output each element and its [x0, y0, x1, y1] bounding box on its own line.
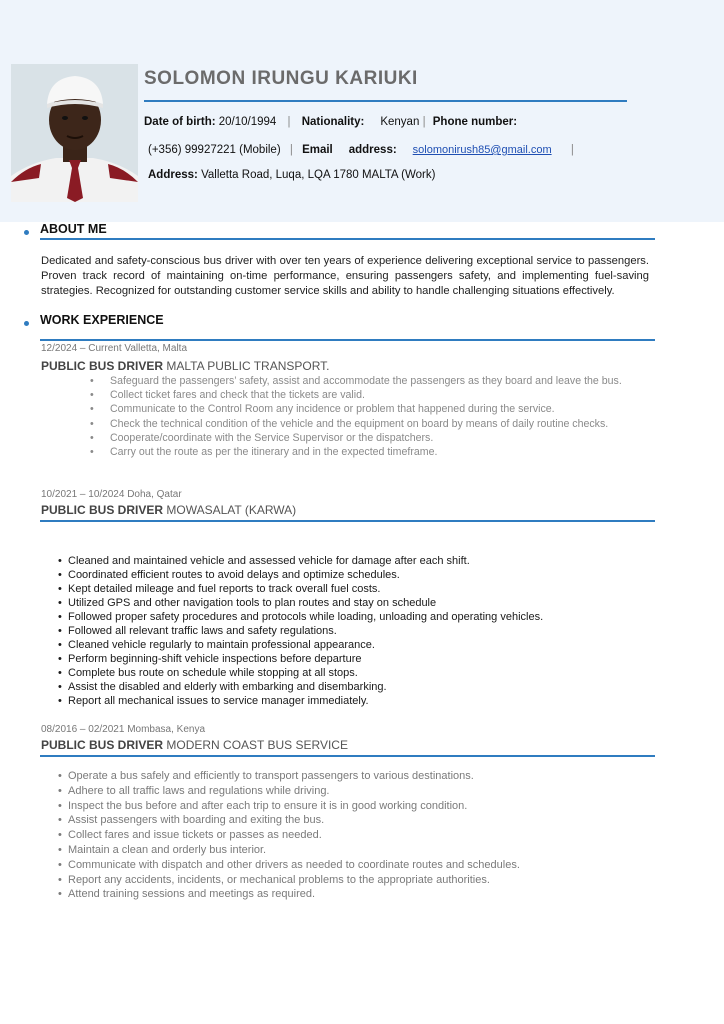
- nationality-label: Nationality:: [301, 116, 365, 128]
- job-title: [41, 359, 330, 373]
- job-duties-list: [58, 769, 520, 902]
- nationality-value: Kenyan: [380, 116, 420, 128]
- duty-item: • Collect ticket fares and check that the tickets are valid.: [90, 388, 622, 402]
- separator: |: [289, 144, 293, 156]
- job-date: 08/2016 – 02/2021 Mombasa, Kenya: [41, 724, 206, 735]
- separator: |: [287, 116, 291, 128]
- duty-item: • Communicate to the Control Room any incidence or problem that happened during the service.: [90, 402, 622, 416]
- about-title: ABOUT ME: [40, 222, 107, 236]
- job-role: PUBLIC BUS DRIVER: [41, 359, 164, 373]
- duty-item: • Coordinated efficient routes to avoid delays and optimize schedules.: [58, 568, 543, 582]
- duty-item: • Operate a bus safely and efficiently to transport passengers to various destinations.: [58, 769, 520, 784]
- work-divider: [40, 339, 655, 341]
- job-company: MOWASALAT (KARWA): [166, 503, 297, 517]
- job-duties-list: [90, 374, 622, 459]
- email-label-2: address:: [348, 144, 397, 156]
- job-title: [41, 738, 348, 752]
- section-marker-dot: [24, 230, 29, 235]
- duty-item: • Utilized GPS and other navigation tools to plan routes and stay on schedule: [58, 596, 543, 610]
- dob-label: Date of birth:: [144, 116, 216, 128]
- duty-item: • Check the technical condition of the vehicle and the equipment on board by means of daily routine checks.: [90, 417, 622, 431]
- duty-item: • Communicate with dispatch and other drivers as needed to coordinate routes and schedules.: [58, 858, 520, 873]
- job-divider: [40, 755, 655, 757]
- candidate-name: SOLOMON IRUNGU KARIUKI: [144, 68, 418, 89]
- duty-item: • Followed all relevant traffic laws and safety regulations.: [58, 624, 543, 638]
- duty-item: • Carry out the route as per the itinerary and in the expected timeframe.: [90, 445, 622, 459]
- job-date: 12/2024 – Current Valletta, Malta: [41, 343, 188, 354]
- duty-item: • Complete bus route on schedule while stopping at all stops.: [58, 666, 543, 680]
- job-company: MODERN COAST BUS SERVICE: [166, 738, 348, 752]
- section-marker-dot: [24, 321, 29, 326]
- duty-item: • Adhere to all traffic laws and regulations while driving.: [58, 784, 520, 799]
- address-label: Address:: [148, 169, 198, 181]
- about-divider: [40, 238, 655, 240]
- duty-item: • Cleaned vehicle regularly to maintain professional appearance.: [58, 638, 543, 652]
- about-text: Dedicated and safety-conscious bus driver with over ten years of experience delivering exceptional service to passengers. Proven track record of maintaining on-time performance, ensuring passengers safety, and implementing fuel-saving strategies. Recognized for outstanding customer service skills and ability to handle challenging situations effectively.: [41, 255, 649, 297]
- header-line-personal: [144, 116, 517, 128]
- duty-item: • Inspect the bus before and after each trip to ensure it is in good working condition.: [58, 799, 520, 814]
- duty-item: • Kept detailed mileage and fuel reports to track overall fuel costs.: [58, 582, 543, 596]
- name-divider: [144, 100, 627, 102]
- duty-item: • Report any accidents, incidents, or mechanical problems to the appropriate authorities.: [58, 873, 520, 888]
- duty-item: • Report all mechanical issues to service manager immediately.: [58, 694, 543, 708]
- address-value: Valletta Road, Luqa, LQA 1780 MALTA (Work): [201, 169, 436, 181]
- email-link[interactable]: solomonirush85@gmail.com: [412, 144, 552, 156]
- job-role: PUBLIC BUS DRIVER: [41, 738, 164, 752]
- header-line-contact: [148, 144, 574, 156]
- duty-item: • Attend training sessions and meetings as required.: [58, 887, 520, 902]
- email-label: Email: [302, 144, 333, 156]
- separator: |: [570, 144, 574, 156]
- duty-item: • Assist passengers with boarding and exiting the bus.: [58, 813, 520, 828]
- job-title: [41, 503, 296, 517]
- job-duties-list: [58, 554, 543, 708]
- duty-item: • Cleaned and maintained vehicle and assessed vehicle for damage after each shift.: [58, 554, 543, 568]
- job-role: PUBLIC BUS DRIVER: [41, 503, 164, 517]
- duty-item: • Perform beginning-shift vehicle inspections before departure: [58, 652, 543, 666]
- header-line-address: [148, 169, 435, 181]
- duty-item: • Cooperate/coordinate with the Service Supervisor or the dispatchers.: [90, 431, 622, 445]
- dob-value: 20/10/1994: [218, 116, 277, 128]
- job-company: MALTA PUBLIC TRANSPORT.: [166, 359, 330, 373]
- phone-label: Phone number:: [432, 116, 518, 128]
- job-divider: [40, 520, 655, 522]
- phone-value: (+356) 99927221 (Mobile): [148, 144, 281, 156]
- work-title: WORK EXPERIENCE: [40, 313, 164, 327]
- duty-item: • Assist the disabled and elderly with embarking and disembarking.: [58, 680, 543, 694]
- separator: |: [422, 116, 426, 128]
- duty-item: • Followed proper safety procedures and protocols while loading, unloading and operating vehicles.: [58, 610, 543, 624]
- profile-photo: [11, 64, 138, 202]
- duty-item: • Collect fares and issue tickets or passes as needed.: [58, 828, 520, 843]
- duty-item: • Safeguard the passengers’ safety, assist and accommodate the passengers as they board and leave the bus.: [90, 374, 622, 388]
- job-date: 10/2021 – 10/2024 Doha, Qatar: [41, 489, 182, 500]
- duty-item: • Maintain a clean and orderly bus interior.: [58, 843, 520, 858]
